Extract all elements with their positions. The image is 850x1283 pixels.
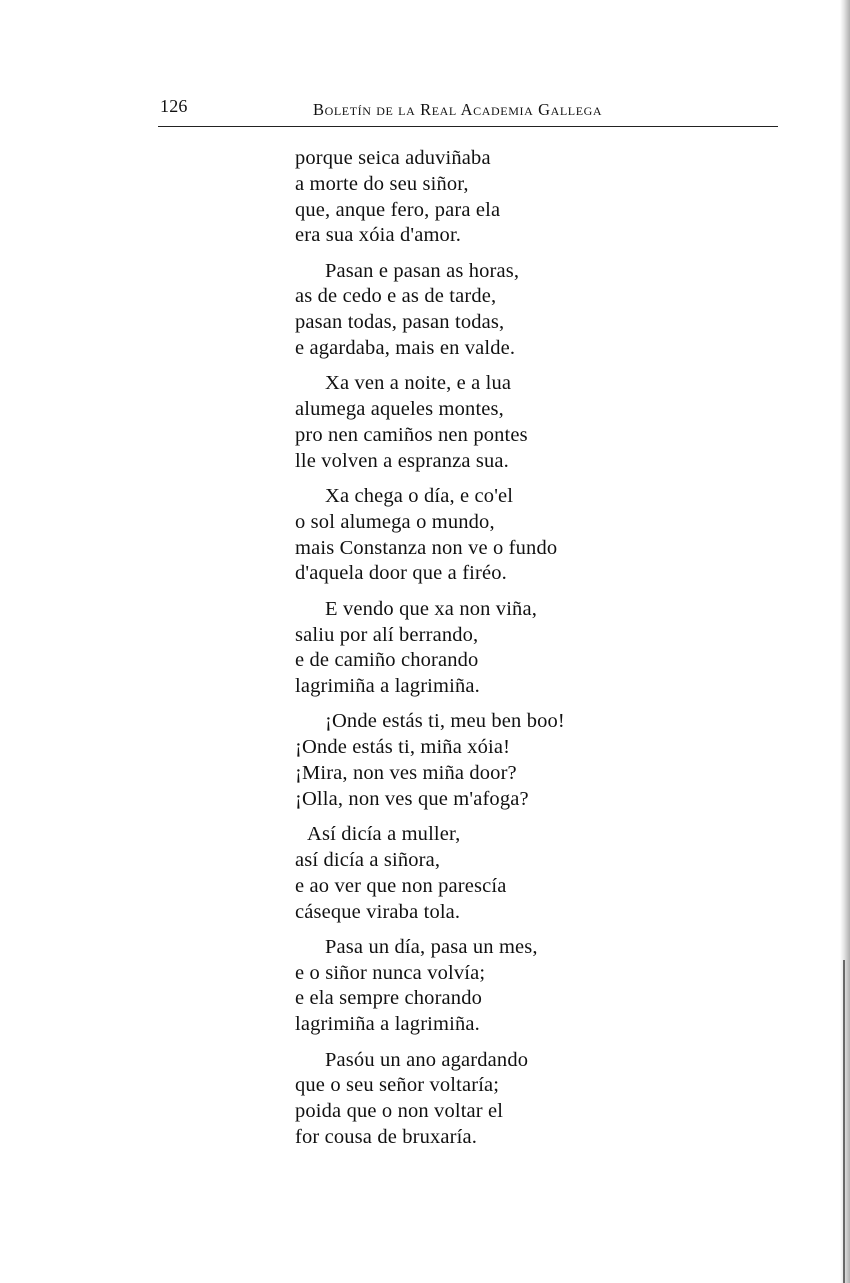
binding-edge-line [843,960,845,1283]
stanza-7 [295,822,675,925]
stanza-8 [295,935,675,1038]
poem-line: ¡Mira, non ves miña door? [295,762,517,785]
poem-line: ¡Onde estás ti, meu ben boo! [325,710,565,733]
poem-line: Pasan e pasan as horas, [325,259,520,282]
poem-line: Así dicía a muller, [307,823,461,846]
poem-line: que, anque fero, para ela [295,198,501,221]
stanza-2 [295,259,675,362]
poem-line: a morte do seu siñor, [295,172,469,195]
poem-line: e de camiño chorando [295,649,479,672]
poem-line: Pasóu un ano agardando [325,1048,529,1071]
poem-line: e ao ver que non parescía [295,874,507,897]
poem-line: for cousa de bruxaría. [295,1125,478,1148]
stanza-3 [295,371,675,474]
stanza-1 [295,146,675,249]
poem-line: cáseque viraba tola. [295,900,461,923]
poem-line: E vendo que xa non viña, [325,597,537,620]
poem-line: poida que o non voltar el [295,1100,504,1123]
poem-line: que o seu señor voltaría; [295,1074,500,1097]
poem-line: e ela sempre chorando [295,987,482,1010]
poem-line: lagrimiña a lagrimiña. [295,675,480,698]
poem-line: e o siñor nunca volvía; [295,961,486,984]
poem-line: ¡Onde estás ti, miña xóia! [295,736,511,759]
poem-line: Xa ven a noite, e a lua [325,372,512,395]
stanza-6 [295,709,675,812]
header-rule [158,126,778,127]
poem-line: pro nen camiños nen pontes [295,423,528,446]
poem-line: as de cedo e as de tarde, [295,285,497,308]
poem-line: era sua xóia d'amor. [295,224,462,247]
poem-line: alumega aqueles montes, [295,398,504,421]
page-number: 126 [160,96,188,116]
poem-line: e agardaba, mais en valde. [295,337,516,360]
poem-line: mais Constanza non ve o fundo [295,536,558,559]
page-edge-shadow [840,0,850,1283]
poem-line: Pasa un día, pasa un mes, [325,935,538,958]
poem-body [295,146,675,1160]
poem-line: lagrimiña a lagrimiña. [295,1013,480,1036]
poem-line: ¡Olla, non ves que m'afoga? [295,787,529,810]
poem-line: d'aquela door que a firéo. [295,562,507,585]
poem-line: saliu por alí berrando, [295,623,479,646]
stanza-9 [295,1048,675,1151]
poem-line: pasan todas, pasan todas, [295,311,505,334]
poem-line: o sol alumega o mundo, [295,510,495,533]
running-title: Boletín de la Real Academia Gallega [313,100,603,119]
stanza-5 [295,597,675,700]
poem-line: así dicía a siñora, [295,848,441,871]
stanza-4 [295,484,675,587]
poem-line: lle volven a espranza sua. [295,449,509,472]
poem-line: Xa chega o día, e co'el [325,485,514,508]
poem-line: porque seica aduviñaba [295,147,491,169]
